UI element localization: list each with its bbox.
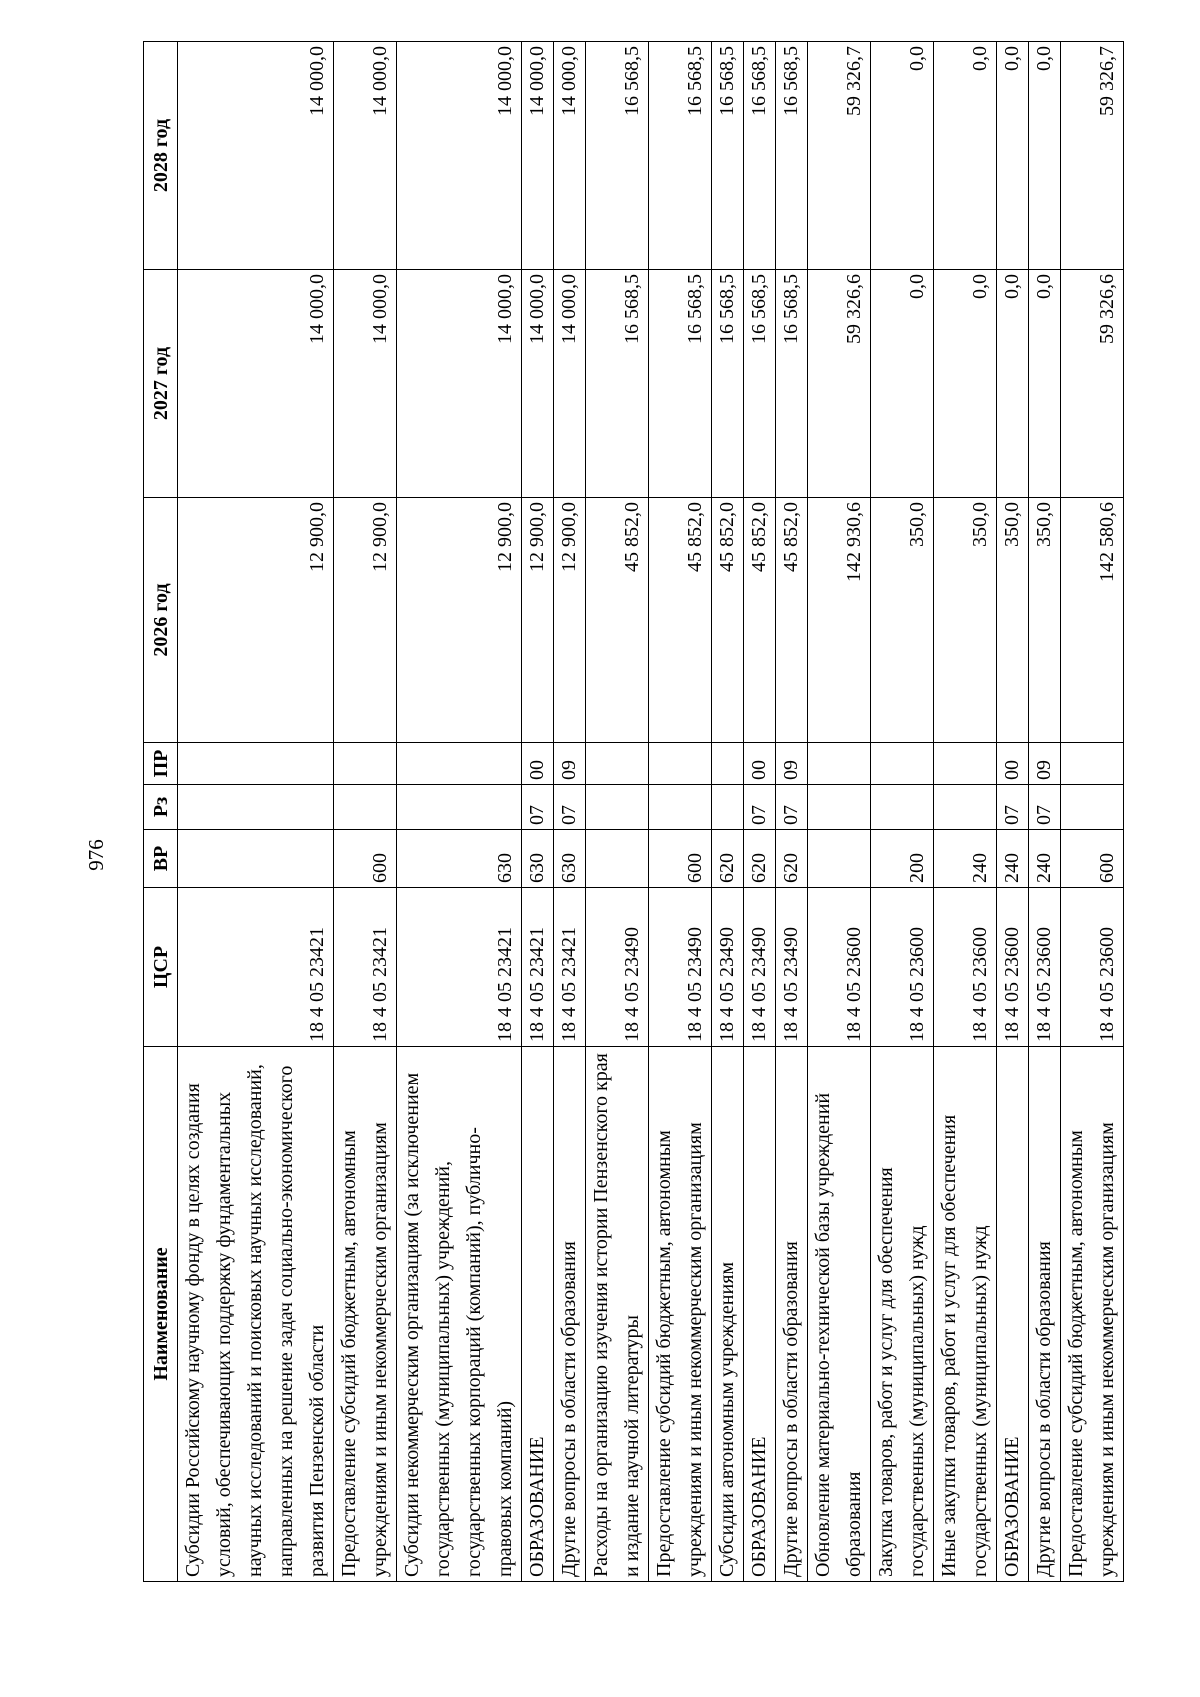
row-csr: 18 4 05 23490 — [649, 888, 712, 1047]
row-2026: 142 580,6 — [1061, 498, 1124, 743]
table-row — [554, 42, 586, 1582]
row-2027: 14 000,0 — [397, 270, 522, 498]
row-rz — [934, 785, 997, 830]
row-name: Субсидии Российскому научному фонду в целях создания условий, обеспечивающих поддержку фундаментальных научных исследований и поисковых научных исследований, направленных на решение задач социально-экономического развития Пензенской области — [178, 1047, 334, 1582]
row-pr: 00 — [997, 743, 1029, 785]
budget-table — [143, 41, 1124, 1582]
row-2027: 16 568,5 — [586, 270, 649, 498]
row-vr: 630 — [397, 830, 522, 888]
row-vr: 200 — [871, 830, 934, 888]
table-row — [1029, 42, 1061, 1582]
table-row — [776, 42, 808, 1582]
row-2026: 12 900,0 — [522, 498, 554, 743]
row-2026: 45 852,0 — [586, 498, 649, 743]
rotated-page-content — [143, 42, 1118, 1582]
row-2028: 0,0 — [997, 42, 1029, 270]
row-vr: 630 — [522, 830, 554, 888]
header-vr: ВР — [144, 830, 178, 888]
row-2028: 0,0 — [934, 42, 997, 270]
row-2028: 14 000,0 — [554, 42, 586, 270]
row-vr: 240 — [934, 830, 997, 888]
row-rz — [178, 785, 334, 830]
row-rz — [397, 785, 522, 830]
row-pr — [712, 743, 744, 785]
row-rz — [808, 785, 871, 830]
table-rotation-wrapper — [143, 42, 1118, 1582]
header-csr: ЦСР — [144, 888, 178, 1047]
row-2027: 14 000,0 — [178, 270, 334, 498]
row-2027: 0,0 — [934, 270, 997, 498]
table-row — [586, 42, 649, 1582]
row-vr — [178, 830, 334, 888]
row-name: Другие вопросы в области образования — [554, 1047, 586, 1582]
row-2027: 0,0 — [1029, 270, 1061, 498]
row-2026: 45 852,0 — [649, 498, 712, 743]
row-vr: 620 — [744, 830, 776, 888]
table-row — [934, 42, 997, 1582]
row-rz: 07 — [554, 785, 586, 830]
row-2028: 16 568,5 — [586, 42, 649, 270]
row-pr — [178, 743, 334, 785]
table-row — [649, 42, 712, 1582]
row-2026: 12 900,0 — [334, 498, 397, 743]
row-name: ОБРАЗОВАНИЕ — [744, 1047, 776, 1582]
table-row — [397, 42, 522, 1582]
row-2028: 59 326,7 — [1061, 42, 1124, 270]
row-2027: 14 000,0 — [554, 270, 586, 498]
row-2027: 16 568,5 — [744, 270, 776, 498]
row-vr: 600 — [1061, 830, 1124, 888]
row-vr: 600 — [334, 830, 397, 888]
row-rz — [334, 785, 397, 830]
row-rz: 07 — [1029, 785, 1061, 830]
header-2028: 2028 год — [144, 42, 178, 270]
row-csr: 18 4 05 23600 — [997, 888, 1029, 1047]
table-row — [1061, 42, 1124, 1582]
row-name: Предоставление субсидий бюджетным, автономным учреждениям и иным некоммерческим организациям — [1061, 1047, 1124, 1582]
row-rz: 07 — [744, 785, 776, 830]
row-name: Субсидии некоммерческим организациям (за исключением государственных (муниципальных) учреждений, государственных корпораций (компаний), публично-правовых компаний) — [397, 1047, 522, 1582]
table-row — [808, 42, 871, 1582]
row-2026: 12 900,0 — [178, 498, 334, 743]
row-pr — [586, 743, 649, 785]
row-vr — [586, 830, 649, 888]
row-2028: 16 568,5 — [649, 42, 712, 270]
row-pr: 09 — [776, 743, 808, 785]
row-name: Закупка товаров, работ и услуг для обеспечения государственных (муниципальных) нужд — [871, 1047, 934, 1582]
row-vr: 600 — [649, 830, 712, 888]
table-row — [712, 42, 744, 1582]
row-rz — [871, 785, 934, 830]
row-2026: 12 900,0 — [554, 498, 586, 743]
row-2026: 45 852,0 — [744, 498, 776, 743]
row-csr: 18 4 05 23490 — [776, 888, 808, 1047]
row-rz — [586, 785, 649, 830]
row-rz: 07 — [776, 785, 808, 830]
row-2028: 16 568,5 — [744, 42, 776, 270]
table-row — [522, 42, 554, 1582]
row-pr: 09 — [1029, 743, 1061, 785]
table-row — [871, 42, 934, 1582]
row-2028: 16 568,5 — [712, 42, 744, 270]
row-vr — [808, 830, 871, 888]
row-pr: 00 — [522, 743, 554, 785]
table-row — [997, 42, 1029, 1582]
row-2026: 142 930,6 — [808, 498, 871, 743]
row-pr — [808, 743, 871, 785]
table-row — [744, 42, 776, 1582]
row-vr: 240 — [997, 830, 1029, 888]
header-2027: 2027 год — [144, 270, 178, 498]
row-pr — [871, 743, 934, 785]
row-csr: 18 4 05 23490 — [712, 888, 744, 1047]
row-2026: 350,0 — [871, 498, 934, 743]
row-csr: 18 4 05 23490 — [586, 888, 649, 1047]
row-name: Предоставление субсидий бюджетным, автономным учреждениям и иным некоммерческим организациям — [649, 1047, 712, 1582]
row-csr: 18 4 05 23600 — [1061, 888, 1124, 1047]
row-2026: 350,0 — [1029, 498, 1061, 743]
row-pr — [334, 743, 397, 785]
row-2026: 12 900,0 — [397, 498, 522, 743]
row-pr — [934, 743, 997, 785]
row-2026: 350,0 — [934, 498, 997, 743]
row-csr: 18 4 05 23600 — [1029, 888, 1061, 1047]
row-2028: 14 000,0 — [522, 42, 554, 270]
row-pr: 00 — [744, 743, 776, 785]
row-2027: 0,0 — [871, 270, 934, 498]
row-2027: 59 326,6 — [1061, 270, 1124, 498]
header-rz: Рз — [144, 785, 178, 830]
row-2028: 14 000,0 — [397, 42, 522, 270]
row-rz — [1061, 785, 1124, 830]
row-name: Субсидии автономным учреждениям — [712, 1047, 744, 1582]
row-rz — [712, 785, 744, 830]
row-csr: 18 4 05 23421 — [522, 888, 554, 1047]
row-pr — [649, 743, 712, 785]
row-2028: 0,0 — [1029, 42, 1061, 270]
row-name: Расходы на организацию изучения истории Пензенского края и издание научной литературы — [586, 1047, 649, 1582]
row-vr: 630 — [554, 830, 586, 888]
header-2026: 2026 год — [144, 498, 178, 743]
row-csr: 18 4 05 23421 — [178, 888, 334, 1047]
row-rz: 07 — [522, 785, 554, 830]
row-csr: 18 4 05 23600 — [808, 888, 871, 1047]
row-2028: 59 326,7 — [808, 42, 871, 270]
row-pr — [1061, 743, 1124, 785]
row-name: Другие вопросы в области образования — [776, 1047, 808, 1582]
row-2027: 16 568,5 — [649, 270, 712, 498]
header-pr: ПР — [144, 743, 178, 785]
table-row — [178, 42, 334, 1582]
row-pr: 09 — [554, 743, 586, 785]
row-2028: 16 568,5 — [776, 42, 808, 270]
header-name: Наименование — [144, 1047, 178, 1582]
row-csr: 18 4 05 23600 — [934, 888, 997, 1047]
row-name: Обновление материально-технической базы учреждений образования — [808, 1047, 871, 1582]
table-body — [178, 42, 1124, 1582]
row-2028: 14 000,0 — [334, 42, 397, 270]
row-name: Предоставление субсидий бюджетным, автономным учреждениям и иным некоммерческим организациям — [334, 1047, 397, 1582]
row-2027: 0,0 — [997, 270, 1029, 498]
row-csr: 18 4 05 23421 — [397, 888, 522, 1047]
row-rz: 07 — [997, 785, 1029, 830]
row-vr: 620 — [712, 830, 744, 888]
row-2027: 14 000,0 — [522, 270, 554, 498]
row-csr: 18 4 05 23421 — [554, 888, 586, 1047]
row-2026: 350,0 — [997, 498, 1029, 743]
header-row — [144, 42, 178, 1582]
page-number: 976 — [84, 839, 108, 871]
row-2026: 45 852,0 — [712, 498, 744, 743]
row-csr: 18 4 05 23600 — [871, 888, 934, 1047]
row-rz — [649, 785, 712, 830]
row-vr: 620 — [776, 830, 808, 888]
row-csr: 18 4 05 23490 — [744, 888, 776, 1047]
row-2027: 59 326,6 — [808, 270, 871, 498]
row-2027: 14 000,0 — [334, 270, 397, 498]
row-2026: 45 852,0 — [776, 498, 808, 743]
row-pr — [397, 743, 522, 785]
row-name: ОБРАЗОВАНИЕ — [997, 1047, 1029, 1582]
row-2027: 16 568,5 — [712, 270, 744, 498]
row-name: ОБРАЗОВАНИЕ — [522, 1047, 554, 1582]
row-2027: 16 568,5 — [776, 270, 808, 498]
row-vr: 240 — [1029, 830, 1061, 888]
row-2028: 14 000,0 — [178, 42, 334, 270]
row-2028: 0,0 — [871, 42, 934, 270]
row-name: Иные закупки товаров, работ и услуг для обеспечения государственных (муниципальных) нужд — [934, 1047, 997, 1582]
table-row — [334, 42, 397, 1582]
row-csr: 18 4 05 23421 — [334, 888, 397, 1047]
row-name: Другие вопросы в области образования — [1029, 1047, 1061, 1582]
